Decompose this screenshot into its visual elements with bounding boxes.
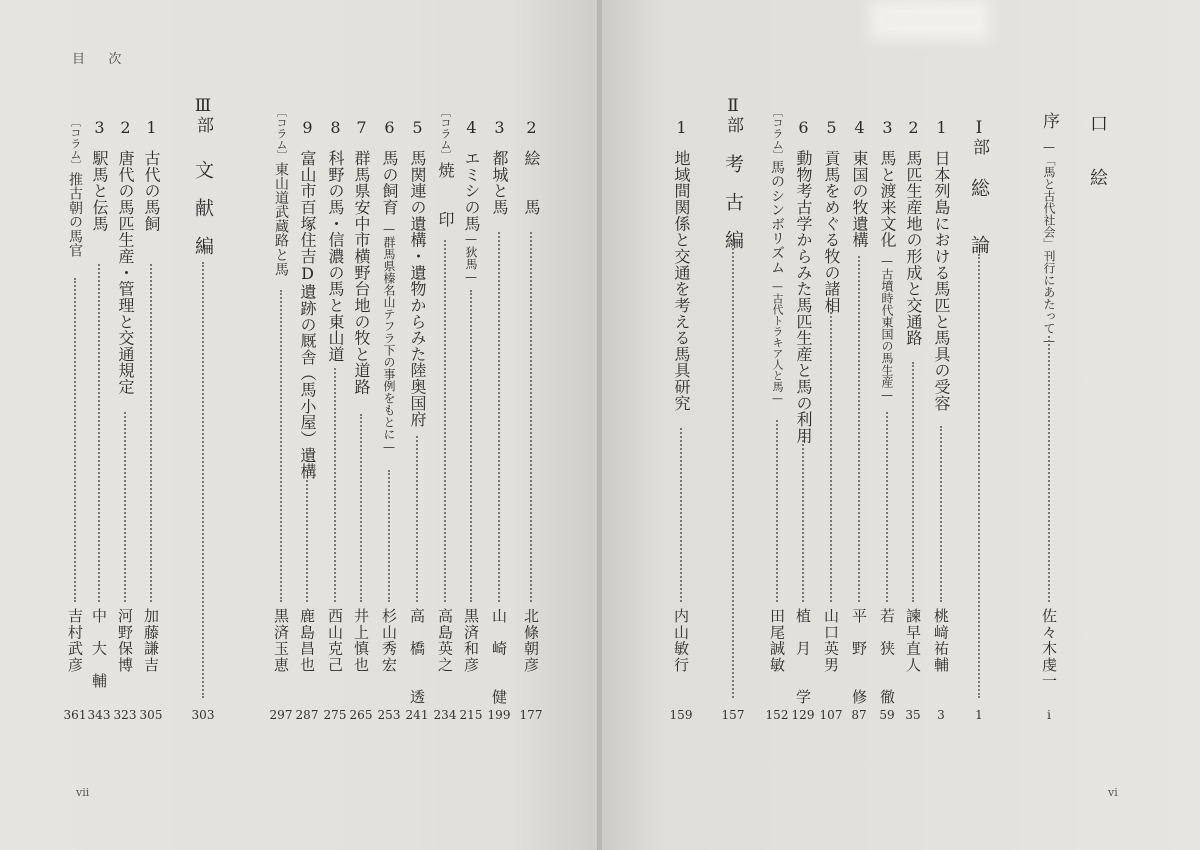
toc-entry: 5 馬関連の遺構・遺物からみた陸奥国府 高 橋 透 241 <box>405 118 429 722</box>
toc-entry: 9 富山市百塚住吉D遺跡の厩舎（馬小屋）遺構 鹿島昌也 287 <box>295 118 319 722</box>
toc-entry: 3 馬と渡来文化 —古墳時代東国の馬生産— 若 狭 徹 59 <box>878 118 897 722</box>
light-glare <box>870 0 990 40</box>
toc-entry: 6 馬の飼育 —群馬県榛名山テフラ下の事例をもとに— 杉山秀宏 253 <box>377 118 401 722</box>
part-heading: Ⅱ部 考 古 編 157 <box>721 96 745 722</box>
toc-entry: 1 地域間関係と交通を考える馬具研究 内山敏行 159 <box>669 118 693 722</box>
toc-entry: 3 駅馬と伝馬 中 大 輔 343 <box>87 118 111 722</box>
left-page <box>0 0 598 850</box>
page-folio: vii <box>76 786 90 799</box>
toc-entry: 1 日本列島における馬匹と馬具の受容 桃﨑祐輔 3 <box>932 118 951 722</box>
toc-entry: 4 東国の牧遺構 平 野 修 87 <box>850 118 869 722</box>
toc-entry: 4 エミシの馬 —狄馬— 黒済和彦 215 <box>459 118 483 722</box>
toc-entry-column: 〔コラム〕 推古朝の馬官 吉村武彦 361 <box>63 116 87 722</box>
toc-entry: 2 絵 馬 北條朝彦 177 <box>519 118 543 722</box>
toc-entry-column: 〔コラム〕 馬のシンボリズム —古代トラキア人と馬— 田尾誠敏 152 <box>765 106 789 722</box>
toc-entry: 1 古代の馬飼 加藤謙吉 305 <box>139 118 163 722</box>
frontispiece-heading: 口 絵 <box>1087 114 1108 186</box>
running-head: 目 次 <box>72 52 127 67</box>
toc-entry-column: 〔コラム〕 東山道武蔵路と馬 黒済玉恵 297 <box>269 106 293 722</box>
part-heading: Ⅲ部 文 献 編 303 <box>191 96 215 722</box>
toc-entry: 2 馬匹生産地の形成と交通路 諫早直人 35 <box>904 118 923 722</box>
toc-entry: 3 都城と馬 山 崎 健 199 <box>487 118 511 722</box>
toc-entry: 6 動物考古学からみた馬匹生産と馬の利用 植 月 学 129 <box>791 118 815 722</box>
toc-entry: 7 群馬県安中市横野台地の牧と道路 井上慎也 265 <box>349 118 373 722</box>
toc-entry: 2 唐代の馬匹生産・管理と交通規定 河野保博 323 <box>113 118 137 722</box>
toc-entry: 8 科野の馬・信濃の馬と東山道 西山克己 275 <box>323 118 347 722</box>
preface-entry: 序 —「馬と古代社会」刊行にあたって— 佐々木虔一 i <box>1039 112 1059 722</box>
part-heading: Ⅰ部 総 論 1 <box>968 118 990 722</box>
right-page <box>602 0 1200 850</box>
toc-entry: 5 貢馬をめぐる牧の諸相 山口英男 107 <box>819 118 843 722</box>
page-folio: vi <box>1108 786 1118 799</box>
toc-entry-column: 〔コラム〕 焼 印 高島英之 234 <box>433 106 457 722</box>
